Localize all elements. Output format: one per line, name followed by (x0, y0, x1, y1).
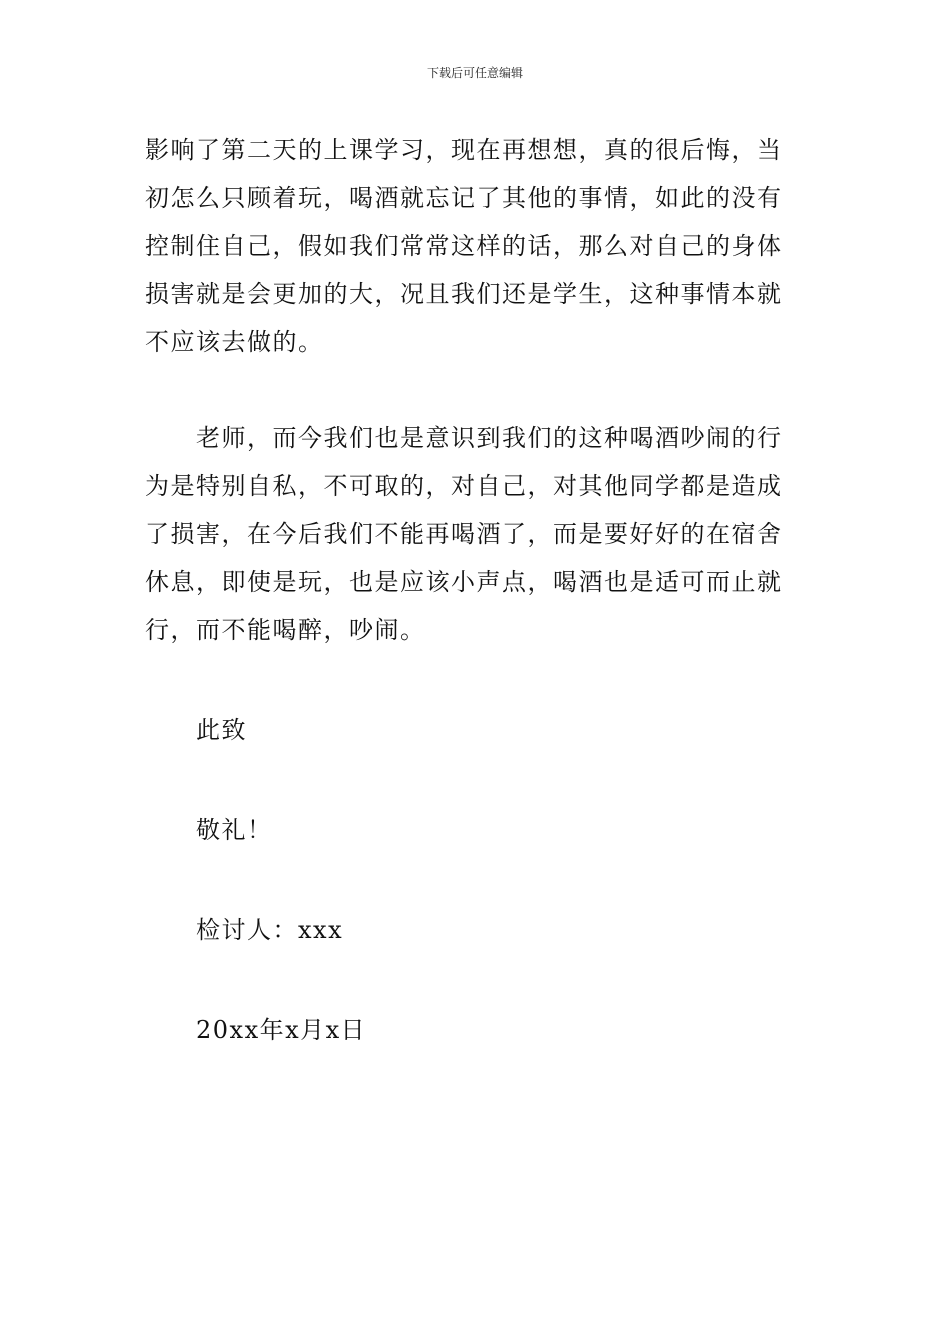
paragraph-continued: 影响了第二天的上课学习，现在再想想，真的很后悔，当初怎么只顾着玩，喝酒就忘记了其他的事情，如此的没有控制住自己，假如我们常常这样的话，那么对自己的身体损害就是会更加的大，况且我们还是学生，这种事情本就不应该去做的。 (145, 136, 783, 356)
signature-line: 检讨人：xxx (196, 916, 344, 944)
header-note: 下载后可任意编辑 (426, 66, 523, 80)
closing-regards: 敬礼！ (196, 816, 273, 844)
document-body (145, 126, 807, 1054)
paragraph-teacher: 老师，而今我们也是意识到我们的这种喝酒吵闹的行为是特别自私，不可取的，对自己，对其他同学都是造成了损害，在今后我们不能再喝酒了，而是要好好的在宿舍休息，即使是玩，也是应该小声点，喝酒也是适可而止就行，而不能喝醉，吵闹。 (145, 424, 783, 644)
date-line: 20xx年x月x日 (196, 1016, 367, 1044)
line-spacer (145, 854, 807, 906)
paragraph-spacer (145, 654, 807, 706)
line-spacer (145, 754, 807, 806)
paragraph-spacer (145, 366, 807, 414)
line-spacer (145, 954, 807, 1006)
closing-salutation: 此致 (196, 716, 247, 744)
